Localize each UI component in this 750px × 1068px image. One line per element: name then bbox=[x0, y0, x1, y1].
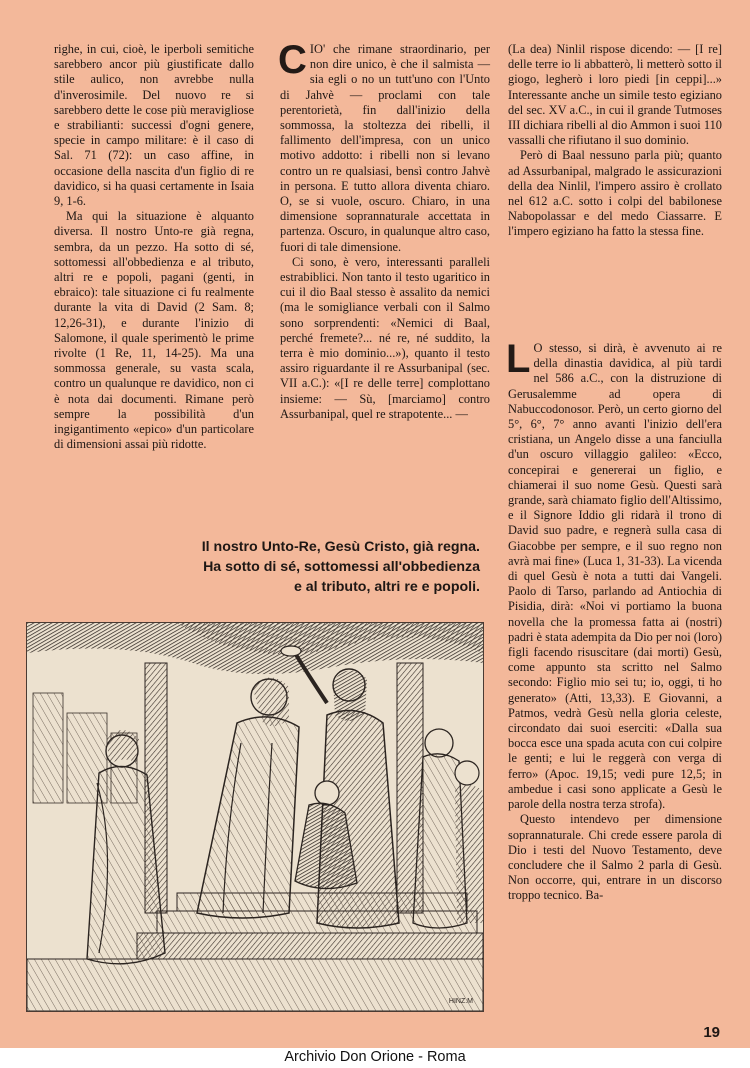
column-right-top bbox=[508, 42, 722, 240]
drop-cap: L bbox=[506, 337, 531, 381]
page-number: 19 bbox=[703, 1024, 720, 1041]
drop-cap: C bbox=[278, 38, 307, 82]
caption-line: Il nostro Unto-Re, Gesù Cristo, già regna. bbox=[201, 539, 480, 555]
paragraph bbox=[506, 337, 723, 812]
paragraph: (La dea) Ninlil rispose dicendo: — [I re] delle terre io li abbatterò, li metterò sotto il giogo, legherò i loro piedi [in ceppi]...» Interessante anche un simile testo egiziano del sec. XV a.C., in cui il grande Tutmoses III dichiara ribelli al dio Ammon i suoi 110 vassalli che rifiutano il suo dominio. bbox=[508, 42, 722, 148]
engraving-illustration bbox=[26, 622, 484, 1012]
paragraph bbox=[278, 38, 490, 255]
paragraph-text: IO' che rimane straordinario, per non dire unico, è che il salmista — sia egli o no un tutt'uno con l'Unto di Jahvè — proclami con tale perentorietà, fin dall'inizio della sommossa, la stoltezza dei ribelli, il fallimento dell'impresa, con un unico motivo addotto: i ribelli non si levano contro un re qualsiasi, bensì contro Jahvè in persona. E tutto allora diventa chiaro. O, se si vuole, oscuro. Chiaro, in una dimensione soprannaturale accettata in partenza. Oscuro, in qualunque altro caso, fuori di tale dimensione. bbox=[280, 42, 490, 254]
caption-line: e al tributo, altri re e popoli. bbox=[293, 579, 480, 595]
engraver-signature: HINZ.M bbox=[448, 998, 473, 1005]
engraving-drawing bbox=[27, 623, 483, 1011]
column-left bbox=[54, 42, 254, 452]
paragraph: Questo intendevo per dimensione soprannaturale. Chi crede essere parola di Dio i testi del Nuovo Testamento, deve concludere che il Salmo 2 parla di Gesù. Non occorre, qui, entrare in un discorso troppo tecnico. Ba- bbox=[508, 812, 722, 903]
paragraph: Ci sono, è vero, interessanti paralleli estrabiblici. Non tanto il testo ugaritico in cui il dio Baal stesso è assalito da nemici (ma le somigliance verbali con il Salmo sono sorprendenti: «Nemici di Baal, perché fremete?... né re, né suddito, la terra è mio dominio...»), quanto il testo assiro riguardante il re Assurbanipal (sec. VII a.C.): «[I re delle terre] complottano insieme: — Sù, [marciamo] contro Assurbanipal, quel re strapotente... — bbox=[280, 254, 490, 421]
column-right-bottom bbox=[506, 337, 723, 904]
paragraph-text: O stesso, si dirà, è avvenuto ai re della dinastia davidica, al più tardi nel 586 a.C., con la distruzione di Gerusalemme ad opera di Nabuccodonosor. Però, un certo giorno del 5°, 6°, 7° anno avanti l'inizio dell'era cristiana, un Angelo disse a una fanciulla d'un oscuro villaggio galileo: «Ecco, concepirai e genererai un figlio, e chiamerai il suo nome Gesù. Questi sarà grande, sarà chiamato figlio dell'Altissimo, e il Signore Iddio gli ridarà il trono di David suo padre, e regnerà sulla casa di Giacobbe per sempre, e il suo regno non avrà mai fine» (Luca 1, 31-33). La vicenda di quel Gesù è nota a tutti dai Vangeli. Paolo di Tarso, parlando ad Antiochia di Pisidia, dirà: «Noi vi portiamo la buona novella che la promessa fatta ai (nostri) padri è stata adempita da Dio per noi (loro) figli facendo risuscitare (dai morti) Gesù, come appunto sta scritto nel Salmo secondo: Figlio mio sei tu; io, oggi, ti ho generato» (Atti, 13,33). E Giovanni, a Patmos, vedrà Gesù nella gloria celeste, circondato dai suoi eserciti: «Dalla sua bocca esce una spada acuta con cui colpire le genti; e lui le reggerà con verga di ferro» (Apoc. 19,15; vedi pure 12,5; in ambedue i casi sono applicate a Gesù le parole della nostra terza strofa). bbox=[508, 341, 723, 812]
image-caption bbox=[148, 537, 480, 597]
archive-label: Archivio Don Orione - Roma bbox=[284, 1049, 466, 1065]
caption-line: Ha sotto di sé, sottomessi all'obbedienza bbox=[203, 559, 480, 575]
paragraph: righe, in cui, cioè, le iperboli semitiche sarebbero ancor più giustificate dallo stile aulico, non avrebbe nulla d'inverosimile. Del nuovo re si sarebbero dette le cose più meravigliose e strabilianti: successi d'ogni genere, specie in campo militare: è il caso di Sal. 71 (72): un caso affine, in occasione della nascita d'un figlio di re davidico, si ha quasi certamente in Isaia 9, 1-6. bbox=[54, 42, 254, 209]
paragraph: Ma qui la situazione è alquanto diversa. Il nostro Unto-re già regna, sembra, da un pezzo. Ha sotto di sé, sottomessi all'obbedienza e al tributo, altri re e popoli, pagani (genti, in ebraico): tale situazione ci fu realmente durante la vita di David (2 Sam. 8; 12,26-31), e durante l'inizio di Salomone, il quale sperimentò le prime rivolte (1 Re, 11, 14-25). Ma una sommossa generale, su vasta scala, contro un qualunque re davidico, non ci è nota dai documenti. Rimane però sempre la possibilità d'un ingigantimento «epico» d'un particolare di dimensioni assai più ridotte. bbox=[54, 209, 254, 452]
column-middle bbox=[278, 38, 490, 422]
paragraph: Però di Baal nessuno parla più; quanto ad Assurbanipal, malgrado le assicurazioni della dea Ninlil, l'impero assiro è crollato nel 612 a.C. sotto i colpi del babilonese Nabopolassar e del medo Ciassarre. E l'impero egiziano ha fatto la stessa fine. bbox=[508, 148, 722, 239]
